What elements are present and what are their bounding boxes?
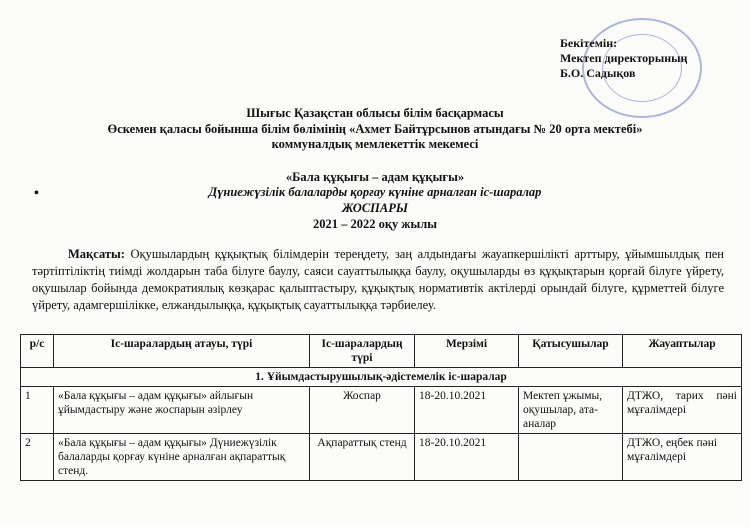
col-header-responsible: Жауаптылар: [623, 335, 742, 368]
cell-number: 1: [21, 387, 54, 434]
plan-slogan: «Бала құқығы – адам құқығы»: [285, 170, 465, 184]
approval-name: Б.О. Садықов: [560, 66, 636, 80]
col-header-name: Іс-шаралардың атауы, түрі: [54, 335, 310, 368]
cell-participants: Мектеп ұжымы, оқушылар, ата-аналар: [519, 387, 623, 434]
goal-text: Оқушылардың құқықтық білімдерін тереңдету, заң алдындағы жауапкершілікті арттыру, ұйымшылдық пен тәртіптіліктің тиімді жолдарын таба білуге баулу, саяси сауаттылыққа баулу, оқушыларды өз құқықтарын қорғай білуге үйрету, оқушылар бойында демократиялық көзқарас қалыптастыру, құқықтық нормативтік актілерді орындай білуге, құрметтей білуге үйрету, адамгершілікке, елжандылыққа, құқықтық сауаттылыққа тәрбиелеу.: [32, 247, 724, 312]
col-header-number: р/с: [21, 335, 54, 368]
cell-responsible: ДТЖО, тарих пәні мұғалімдері: [623, 387, 742, 434]
header-institution-type: коммуналдық мемлекеттік мекемесі: [271, 137, 479, 151]
header-department: Өскемен қаласы бойынша білім бөлімінің «Ахмет Байтұрсынов атындағы № 20 орта мектебі»: [107, 122, 643, 136]
approval-position: Мектеп директорының: [560, 51, 688, 65]
section-row: [21, 368, 742, 387]
plan-school-year: 2021 – 2022 оқу жылы: [312, 217, 438, 231]
plan-title: ЖОСПАРЫ: [342, 201, 408, 215]
cell-name: «Бала құқығы – адам құқығы» айлығын ұйымдастыру және жоспарын әзірлеу: [54, 387, 310, 434]
approval-label: Бекітемін:: [560, 36, 618, 50]
cell-date: 18-20.10.2021: [415, 387, 519, 434]
table-row: [21, 387, 742, 434]
bullet-mark: •: [34, 186, 39, 201]
cell-type: Ақпараттық стенд: [310, 434, 415, 481]
section-title: 1. Ұйымдастырушылық-әдістемелік іс-шаралар: [21, 368, 742, 387]
plan-table: [20, 334, 742, 481]
approval-block: [560, 36, 687, 81]
cell-responsible: ДТЖО, еңбек пәні мұғалімдері: [623, 434, 742, 481]
col-header-type: Іс-шаралардың түрі: [310, 335, 415, 368]
cell-participants: [519, 434, 623, 481]
table-header-row: [21, 335, 742, 368]
goal-paragraph: [32, 246, 724, 314]
cell-name: «Бала құқығы – адам құқығы» Дүниежүзілік балаларды қорғау күніне арналған ақпараттық стенд.: [54, 434, 310, 481]
col-header-date: Мерзімі: [415, 335, 519, 368]
cell-type: Жоспар: [310, 387, 415, 434]
cell-number: 2: [21, 434, 54, 481]
col-header-participants: Қатысушылар: [519, 335, 623, 368]
plan-subtitle: Дүниежүзілік балаларды қорғау күніне арналған іс-шаралар: [208, 185, 542, 199]
goal-label: Мақсаты:: [68, 247, 125, 261]
cell-date: 18-20.10.2021: [415, 434, 519, 481]
table-row: [21, 434, 742, 481]
header-region: Шығыс Қазақстан облысы білім басқармасы: [246, 106, 504, 120]
